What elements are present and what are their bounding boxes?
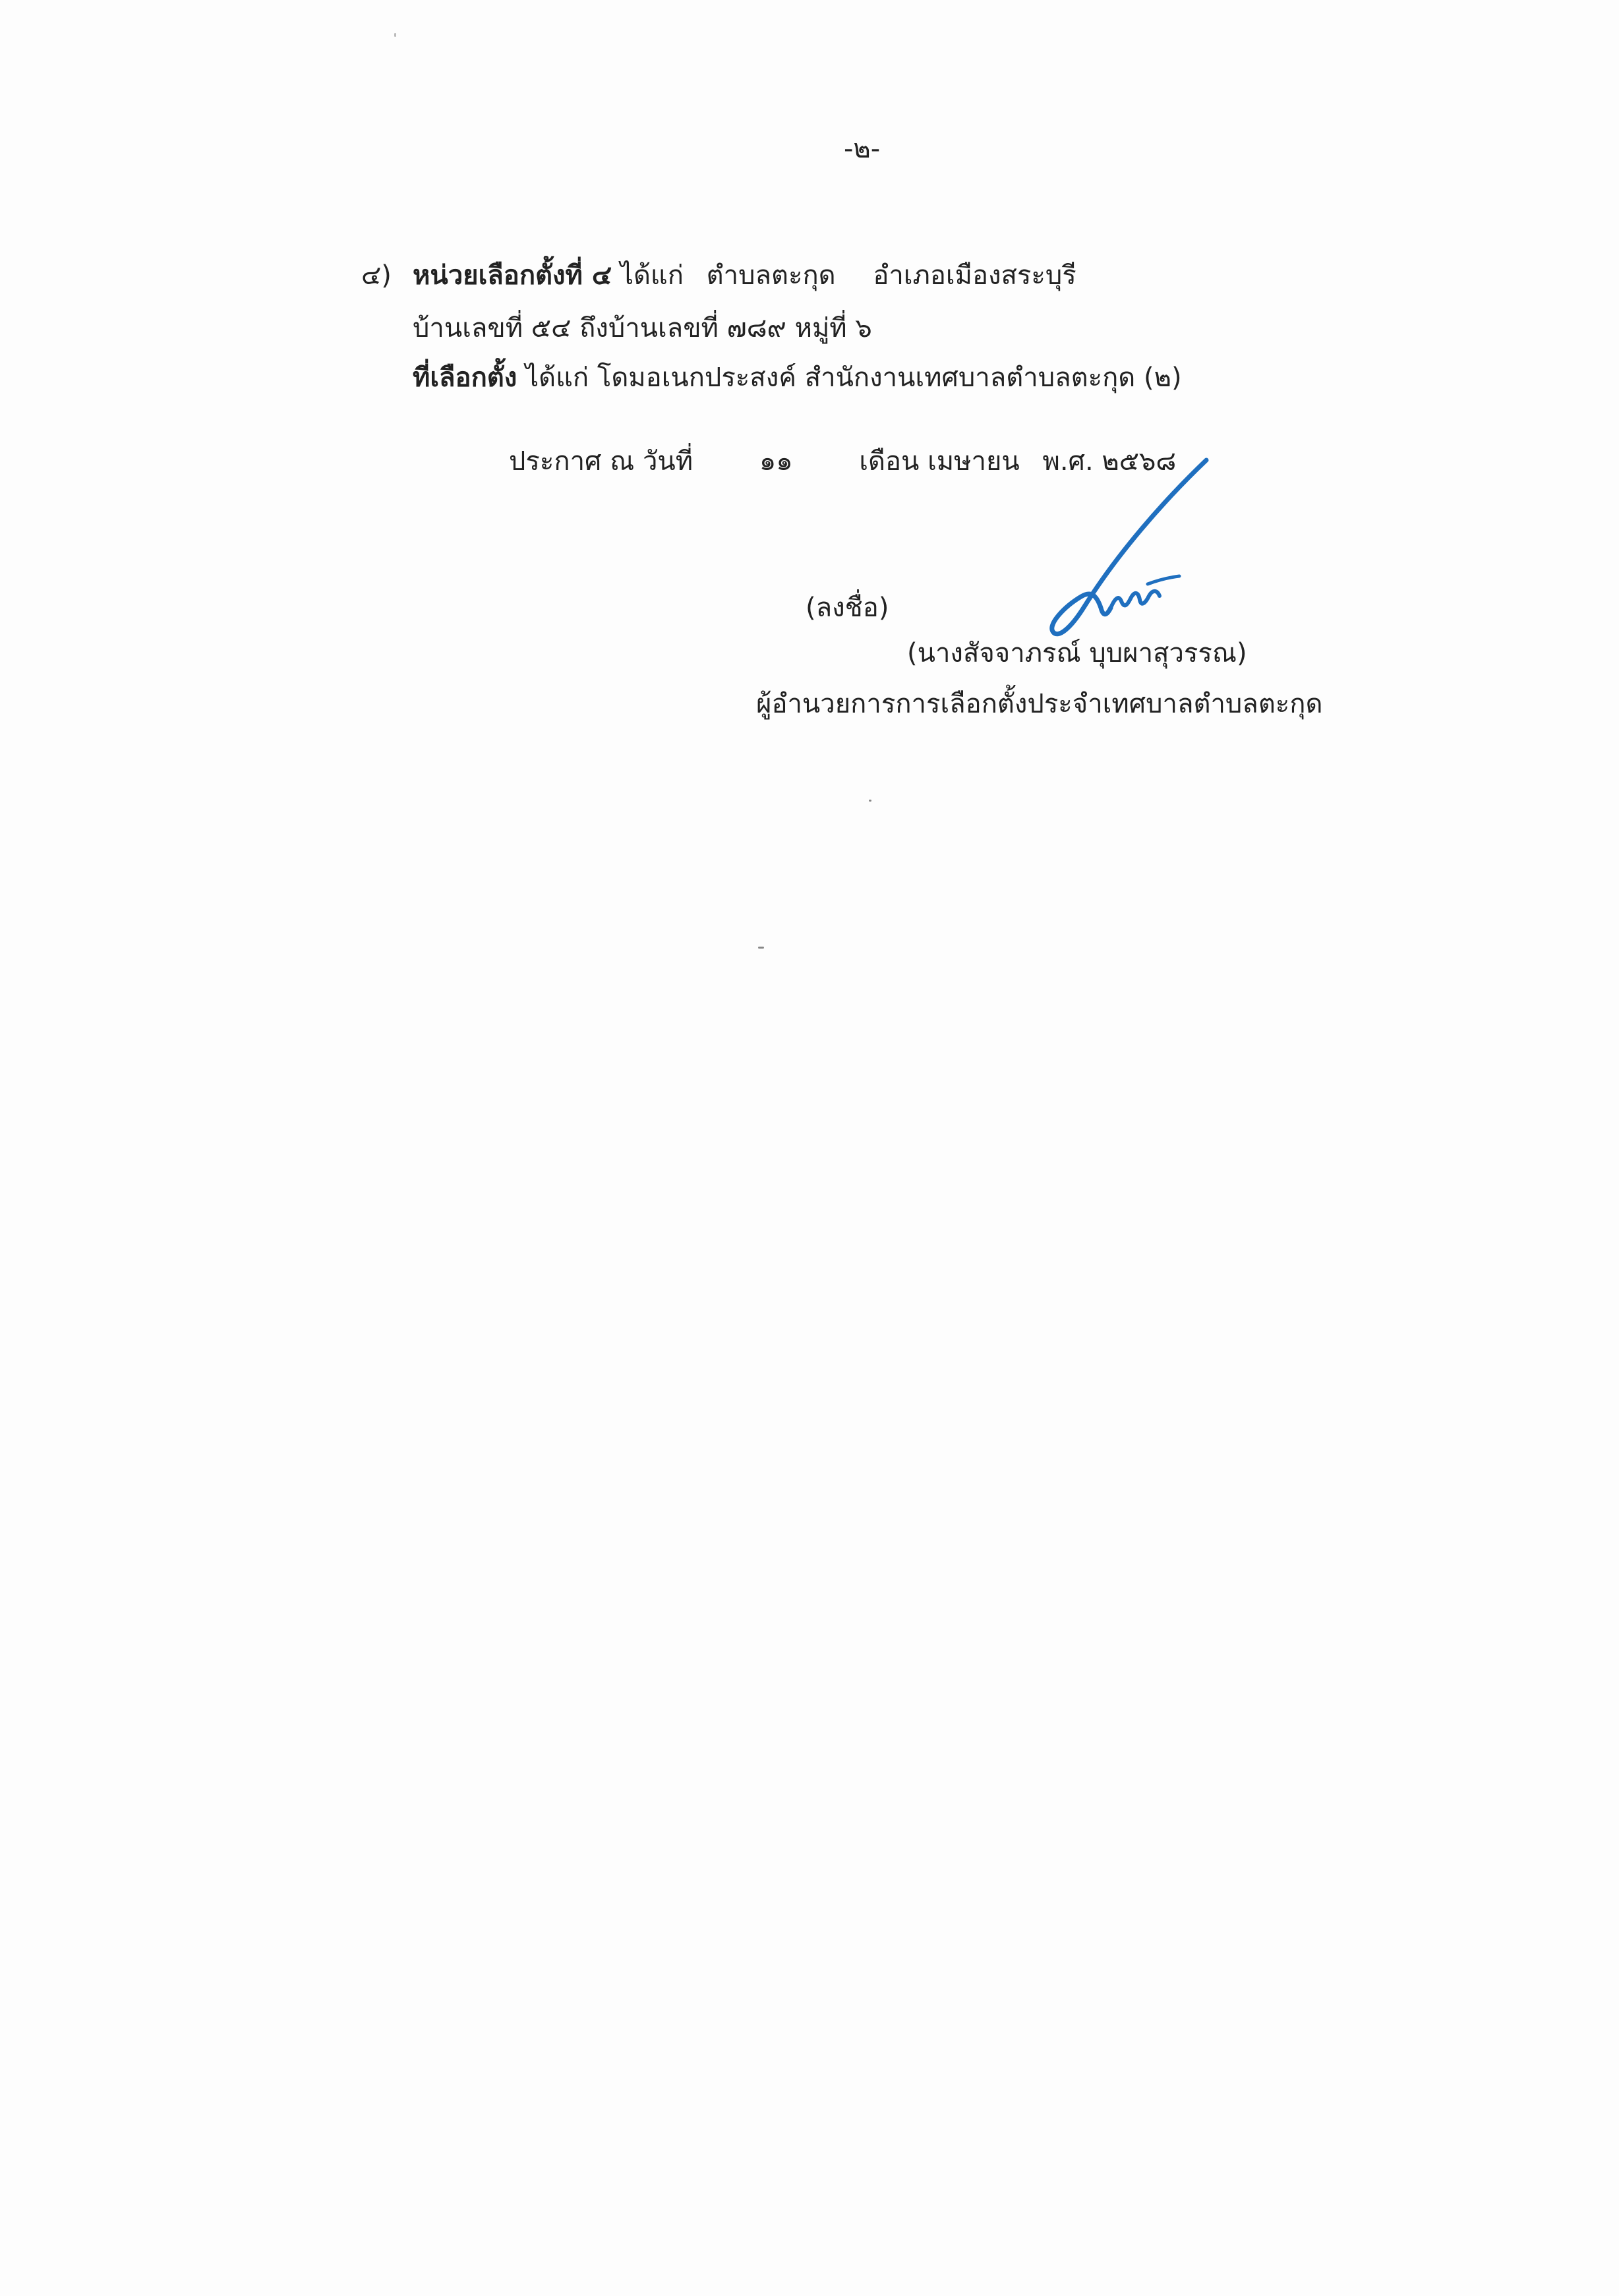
polling-location-line: [413, 359, 1182, 396]
subdistrict: ตำบลตะกุด: [706, 260, 836, 291]
polling-location-label: ที่เลือกตั้ง: [413, 363, 517, 393]
signer-name: (นางสัจจาภรณ์ บุบผาสุวรรณ): [907, 638, 1247, 668]
handwritten-signature: [1018, 455, 1216, 646]
item-number: ๔): [361, 260, 392, 291]
polling-unit-prefix: ได้แก่: [620, 260, 684, 291]
district: อำเภอเมืองสระบุรี: [873, 260, 1076, 291]
announcement-month: เดือน เมษายน: [859, 446, 1020, 477]
polling-unit-label: หน่วยเลือกตั้งที่ ๔: [413, 260, 612, 291]
polling-location-value: ได้แก่ โดมอเนกประสงค์ สำนักงานเทศบาลตำบลตะกุด (๒): [525, 363, 1182, 393]
page-number: -๒-: [844, 134, 881, 164]
scan-speck: [394, 33, 396, 37]
scan-speck: [869, 800, 871, 802]
announcement-prefix: ประกาศ ณ วันที่: [509, 446, 693, 477]
house-number-range: บ้านเลขที่ ๕๔ ถึงบ้านเลขที่ ๗๘๙ หมู่ที่ ๖: [413, 313, 872, 343]
signature-label: (ลงชื่อ): [806, 593, 889, 623]
scan-speck: [758, 947, 764, 949]
signer-position: ผู้อำนวยการการเลือกตั้งประจำเทศบาลตำบลตะกุด: [756, 689, 1323, 719]
announcement-day: ๑๑: [759, 446, 793, 477]
polling-unit-line: [413, 257, 1076, 294]
announcement-year: พ.ศ. ๒๕๖๘: [1042, 446, 1177, 477]
